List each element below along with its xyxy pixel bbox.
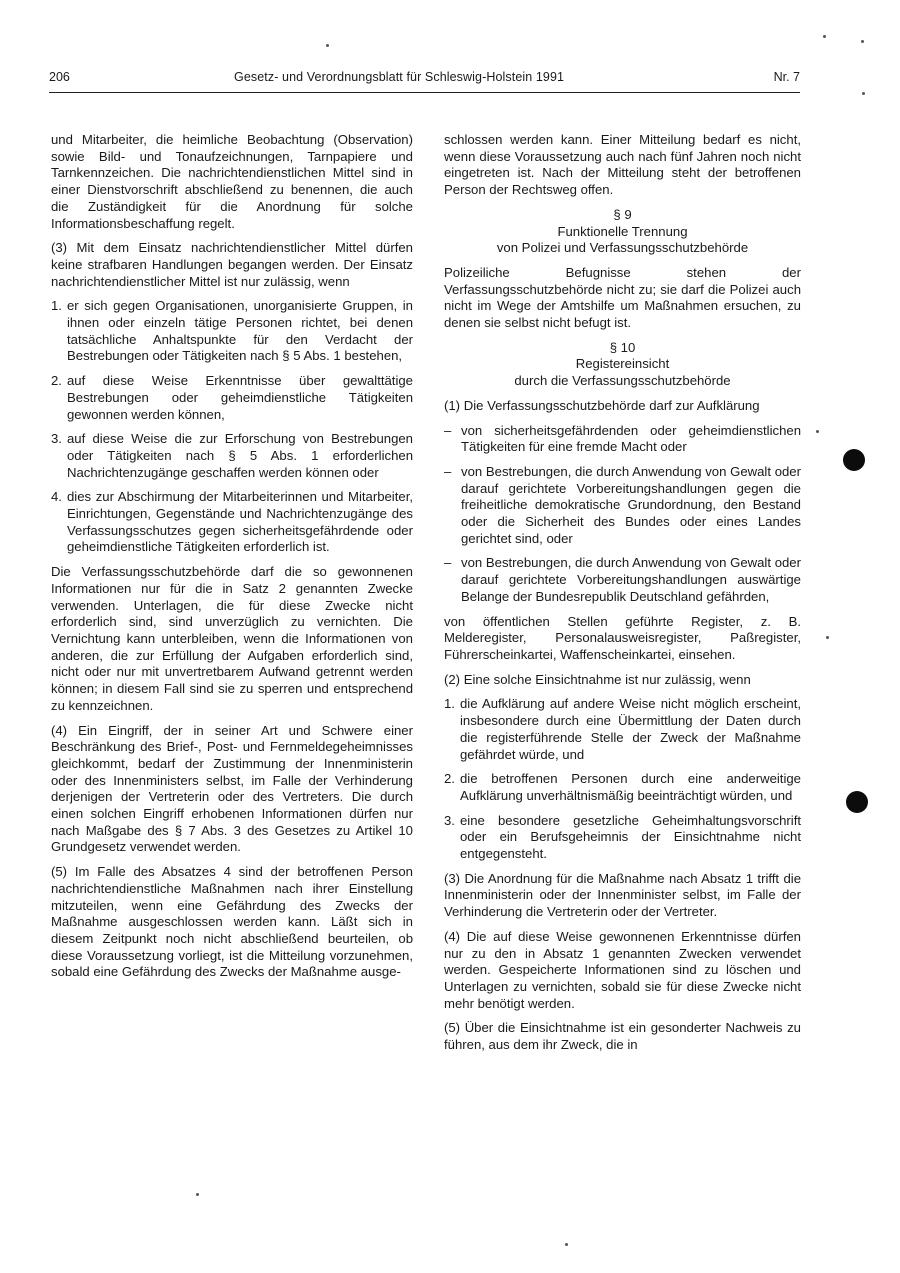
section-10-paragraph-4: (4) Die auf diese Weise gewonnenen Erkenntnisse dürfen nur zu den in Absatz 1 genannten Zwecken verwendet werden. Gespeicherte Informationen sind zu löschen und Unterlagen zu vernichten, sobald sie für diese Zwecke nicht mehr benötigt werden. (444, 928, 801, 1011)
list-item: – von Bestrebungen, die durch Anwendung von Gewalt oder darauf gerichtete Vorbereitungshandlungen auswärtige Belange der Bundesrepublik Deutschland gefährden, (444, 555, 801, 604)
registers-paragraph: von öffentlichen Stellen geführte Register, z. B. Melderegister, Personalausweisregister, Paßregister, Führerscheinkartei, Waffenscheinkartei, einsehen. (444, 613, 801, 662)
punch-hole-bottom (846, 791, 868, 813)
section-10-paragraph-3: (3) Die Anordnung für die Maßnahme nach Absatz 1 trifft die Innenministerin oder der Innenminister selbst, im Falle der Verhinderung die Vertreterin oder der Vertreter. (444, 870, 801, 920)
right-column (444, 132, 801, 1062)
purpose-list (444, 423, 801, 606)
item-text: er sich gegen Organisationen, unorganisierte Gruppen, in ihnen oder einzeln tätige Personen richtet, bei denen tatsächliche Anhaltspunkte für den Verdacht der Bestrebungen oder Tätigkeiten nach § 5 Abs. 1 bestehen, (67, 298, 413, 364)
section-10-number: § 10 (609, 339, 636, 355)
item-text: die Aufklärung auf andere Weise nicht möglich erscheint, insbesondere durch eine Übermittlung der Daten durch die registerführende Stelle der Zweck der Maßnahme gefährdet würde, und (460, 696, 801, 762)
item-text: dies zur Abschirmung der Mitarbeiterinnen und Mitarbeiter, Einrichtungen, Gegenstände und Nachrichtenzugänge des Verfassungsschutzes gegen sicherheitsgefährdende oder geheimdienstliche Tätigkeiten erforderlich ist. (67, 489, 413, 555)
item-number: 3. (444, 812, 455, 828)
item-number: 2. (444, 771, 455, 787)
item-number: 4. (51, 489, 62, 505)
list-item (51, 431, 413, 481)
scan-speck (861, 40, 864, 43)
item-number: 3. (51, 431, 62, 447)
list-item: – von Bestrebungen, die durch Anwendung von Gewalt oder darauf gerichtete Vorbereitungshandlungen gegen die freiheitliche demokratische Grundordnung, den Bestand oder die Sicherheit des Bundes oder eines Landes gerichtet sind, oder (444, 463, 801, 546)
section-9-number: § 9 (613, 206, 632, 222)
scan-speck (826, 636, 829, 639)
page-number: 206 (49, 70, 70, 84)
list-item: – von sicherheitsgefährdenden oder geheimdienstlichen Tätigkeiten für eine fremde Macht oder (444, 422, 801, 455)
list-item (51, 489, 413, 556)
section-10-subtitle: durch die Verfassungsschutzbehörde (514, 373, 731, 389)
left-column (51, 132, 413, 989)
page-header (49, 68, 800, 93)
item-text: auf diese Weise Erkenntnisse über gewalttätige Bestrebungen oder geheimdienstliche Tätigkeiten gewonnen werden können, (67, 373, 413, 422)
scan-speck (816, 430, 819, 433)
section-9-title: Funktionelle Trennung (557, 223, 688, 239)
usage-paragraph: Die Verfassungsschutzbehörde darf die so gewonnenen Informationen nur für die in Satz 2 genannten Zwecke verwenden. Unterlagen, die für diese Zwecke nicht erforderlich sind, sind unverzüglich zu vernichten. Die Vernichtung kann unterbleiben, wenn die Informationen von anderen, die zur Erfüllung der Aufgaben erforderlich sind, nicht oder nur mit unvertretbarem Aufwand getrennt werden können; in diesem Fall sind sie zu sperren und entsprechend zu kennzeichnen. (51, 564, 413, 713)
item-number: 2. (51, 373, 62, 389)
scan-speck (326, 44, 329, 47)
item-number: 1. (51, 298, 62, 314)
list-item (444, 813, 801, 863)
paragraph-4: (4) Ein Eingriff, der in seiner Art und Schwere einer Beschränkung des Brief-, Post- und Fernmeldegeheimnisses gleichkommt, bedarf der Zustimmung der Innenministerin oder des Innenministers selbst, im Falle der Verhinderung derjenigen der Vertreterin oder des Vertreters. Die durch einen solchen Eingriff erhobenen Informationen dürfen nur nach Maßgabe des § 7 Abs. 3 des Gesetzes zu Artikel 10 Grundgesetz verwendet werden. (51, 722, 413, 855)
item-number: 1. (444, 696, 455, 712)
continuation-paragraph: schlossen werden kann. Einer Mitteilung bedarf es nicht, wenn diese Voraussetzung auch nach fünf Jahren noch nicht eingetreten ist. Nach der Mitteilung steht der betroffenen Person der Rechtsweg offen. (444, 132, 801, 198)
list-item (444, 696, 801, 763)
intro-paragraph: und Mitarbeiter, die heimliche Beobachtung (Observation) sowie Bild- und Tonaufzeichnungen, Tarnpapiere und Tarnkennzeichen. Die nachrichtendienstlichen Mittel sind in einer Dienstvorschrift abschließend zu benennen, die auch die Zuständigkeit für die Anordnung für solche Informationsbeschaffung regelt. (51, 132, 413, 231)
section-10-paragraph-2: (2) Eine solche Einsichtnahme ist nur zulässig, wenn (444, 671, 751, 687)
section-9-text: Polizeiliche Befugnisse stehen der Verfassungsschutzbehörde nicht zu; sie darf die Polizei auch nicht im Wege der Amtshilfe um Maßnahmen ersuchen, zu denen sie selbst nicht befugt ist. (444, 264, 801, 331)
list-item (51, 298, 413, 365)
list-item (444, 771, 801, 804)
gazette-title: Gesetz- und Verordnungsblatt für Schleswig-Holstein 1991 (234, 70, 565, 84)
list-item (51, 373, 413, 423)
scan-speck (823, 35, 826, 38)
punch-hole-top (843, 449, 865, 471)
section-10-paragraph-1: (1) Die Verfassungsschutzbehörde darf zur Aufklärung (444, 397, 760, 413)
scan-speck (565, 1243, 568, 1246)
item-text: von Bestrebungen, die durch Anwendung von Gewalt oder darauf gerichtete Vorbereitungshandlungen gegen die freiheitliche demokratische Grundordnung, den Bestand oder die Sicherheit des Bundes oder eines Landes gerichtet sind, oder (461, 463, 801, 546)
item-text: die betroffenen Personen durch eine anderweitige Aufklärung unverhältnismäßig beeinträchtigt würden, und (460, 771, 801, 803)
section-9-subtitle: von Polizei und Verfassungsschutzbehörde (496, 240, 749, 256)
scan-speck (862, 92, 865, 95)
admissibility-list (444, 696, 801, 862)
item-text: von sicherheitsgefährdenden oder geheimdienstlichen Tätigkeiten für eine fremde Macht oder (461, 422, 801, 455)
scan-speck (196, 1193, 199, 1196)
section-10-title: Registereinsicht (575, 356, 670, 372)
item-text: auf diese Weise die zur Erforschung von Bestrebungen oder Tätigkeiten nach § 5 Abs. 1 erforderlichen Nachrichtenzugänge geschaffen werden können oder (67, 431, 413, 480)
section-10-paragraph-5: (5) Über die Einsichtnahme ist ein gesonderter Nachweis zu führen, aus dem ihr Zweck, die in (444, 1020, 801, 1053)
issue-number: Nr. 7 (773, 70, 800, 84)
item-text: von Bestrebungen, die durch Anwendung von Gewalt oder darauf gerichtete Vorbereitungshandlungen auswärtige Belange der Bundesrepublik Deutschland gefährden, (461, 555, 801, 604)
paragraph-5: (5) Im Falle des Absatzes 4 sind der betroffenen Person nachrichtendienstliche Maßnahmen nach ihrer Einstellung mitzuteilen, wenn eine Gefährdung des Zwecks der Maßnahme ausgeschlossen werden kann. Läßt sich in diesem Zeitpunkt noch nicht abschließend beurteilen, ob diese Voraussetzung vorliegt, ist die Mitteilung vorzunehmen, sobald eine Gefährdung des Zwecks der Maßnahme ausge- (51, 864, 413, 980)
paragraph-3: (3) Mit dem Einsatz nachrichtendienstlicher Mittel dürfen keine strafbaren Handlungen begangen werden. Der Einsatz nachrichtendienstlicher Mittel ist nur zulässig, wenn (51, 240, 413, 289)
conditions-list (51, 298, 413, 556)
item-text: eine besondere gesetzliche Geheimhaltungsvorschrift oder ein Berufsgeheimnis der Einsichtnahme nicht entgegensteht. (460, 812, 801, 862)
